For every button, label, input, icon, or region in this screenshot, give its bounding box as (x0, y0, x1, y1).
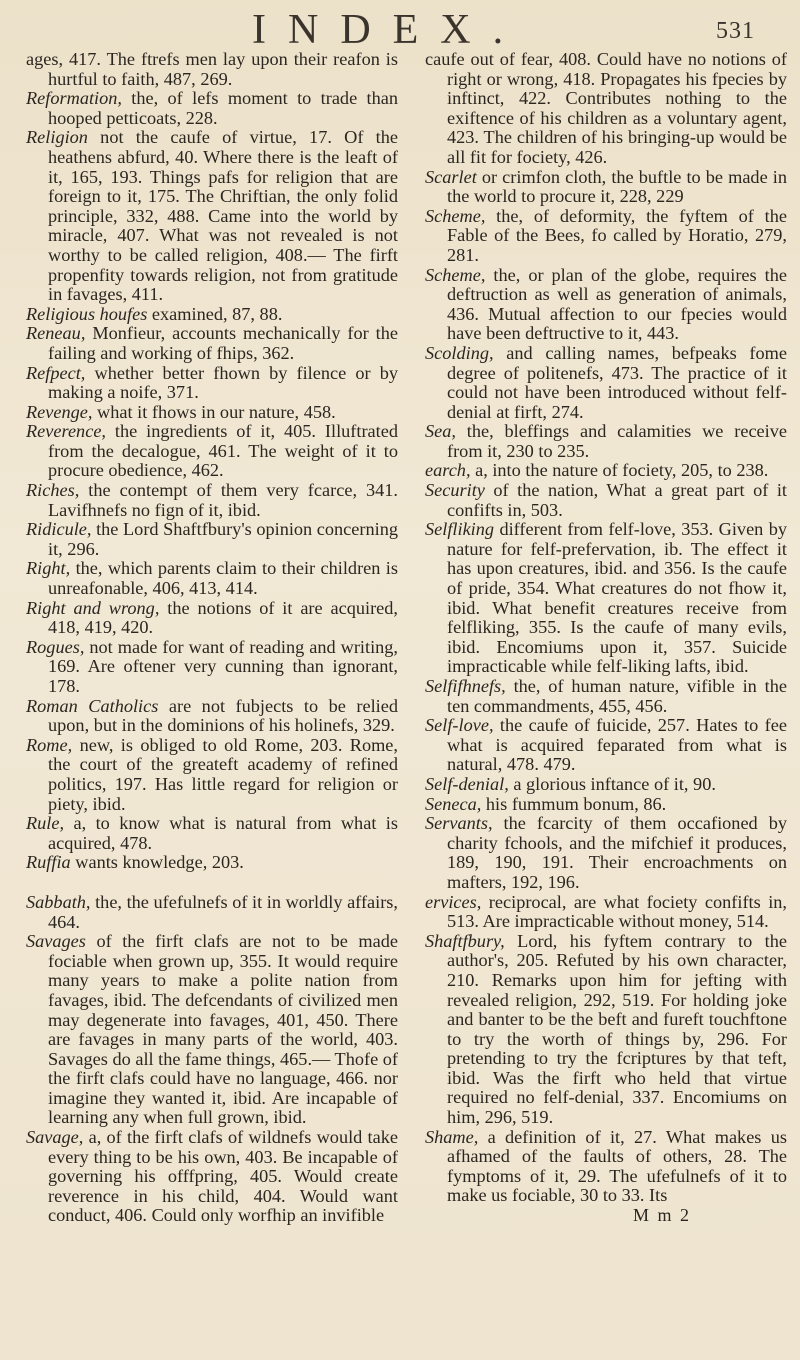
index-entry (425, 207, 787, 266)
section-gap (26, 873, 398, 893)
index-entry (425, 520, 787, 677)
index-entry (425, 893, 787, 932)
entry-text: what it fhows in our nature, 458. (92, 401, 336, 422)
entry-headword: Roman Catholics (26, 695, 159, 716)
index-entry (425, 716, 787, 775)
index-entry (26, 364, 398, 403)
entry-headword: Self-denial, (425, 773, 509, 794)
entry-headword: Savage, (26, 1127, 84, 1148)
entry-headword: Scolding, (425, 342, 494, 363)
index-entry (425, 168, 787, 207)
entry-text: whether better fhown by filence or by making a noife, 371. (48, 362, 398, 403)
entry-headword: Savages (26, 931, 86, 952)
index-entry (425, 775, 787, 795)
index-entry (26, 422, 398, 481)
entry-text: a, into the nature of fociety, 205, to 238. (470, 460, 769, 481)
entry-text: caufe out of fear, 408. Could have no notions of right or wrong, 418. Propagates his fpecies by inftinct, 422. Contributes nothing to the exiftence of his children as a voluntary agent, 423. The children of his bringing-up would be all fit for fociety, 426. (425, 49, 787, 167)
entry-text: examined, 87, 88. (147, 303, 283, 324)
entry-headword: Sabbath, (26, 891, 91, 912)
entry-text: not the caufe of virtue, 17. Of the heathens abfurd, 40. Where there is the leaft of it, 165, 193. Things pafs for religion that are foreign to it, 175. The Chriftian, the only folid principle, 332, 488. Came into the world by miracle, 407. What was not revealed is not worthy to be called religion, 408.— The firft propenfity towards religion, not from gratitude in favages, 411. (48, 127, 398, 305)
entry-text: wants knowledge, 203. (70, 852, 244, 873)
entry-headword: Ruffia (26, 852, 71, 873)
signature-mark: M m 2 (632, 1205, 691, 1226)
entry-headword: Revenge, (26, 401, 93, 422)
right-column (425, 50, 787, 1226)
index-entry (26, 89, 398, 128)
index-entry (26, 638, 398, 697)
index-entry (425, 50, 787, 168)
entry-headword: Self-love, (425, 715, 494, 736)
index-entry (26, 128, 398, 304)
entry-headword: Seneca, (425, 793, 482, 814)
entry-text: the fcarcity of them occafioned by charity fchools, and the mifchief it produces, 189, 190, 191. Their encroachments on mafters, 192, 196. (447, 813, 787, 892)
entry-text: the contempt of them very fcarce, 341. Lavifhnefs no fign of it, ibid. (48, 480, 398, 520)
index-entry (26, 50, 398, 89)
entry-headword: Selfifhnefs, (425, 676, 506, 696)
entry-headword: Reneau, (26, 323, 86, 344)
entry-headword: Reverence, (26, 421, 106, 442)
entry-text: Monfieur, accounts mechanically for the failing and working of fhips, 362. (48, 323, 398, 363)
index-entry (26, 520, 398, 559)
entry-text: or crimfon cloth, the buftle to be made in the world to procure it, 228, 229 (447, 166, 787, 207)
entry-text: the, the ufefulnefs of it in worldly affairs, 464. (48, 891, 398, 932)
entry-headword: Shame, (425, 1126, 479, 1147)
index-entry (26, 932, 398, 1128)
entry-text: not made for want of reading and writing, 169. Are oftener very cunning than ignorant, 178. (48, 636, 398, 696)
entry-text: the, of human nature, vifible in the ten commandments, 455, 456. (447, 676, 787, 716)
entry-text: of the nation, What a great part of it confifts in, 503. (447, 480, 787, 520)
entry-text: ages, 417. The ftrefs men lay upon their reafon is hurtful to faith, 487, 269. (26, 49, 398, 89)
index-entry (425, 344, 787, 422)
index-entry (26, 403, 398, 423)
entry-text: of the firft clafs are not to be made fociable when grown up, 355. It would require many years to make a polite nation from favages, ibid. The defcendants of civilized men may degenerate into favages, 401, 450. There are favages in many parts of the world, 403. Savages do all the fame things, 465.— Thofe of the firft clafs could have no language, 466. nor imagine they wanted it, ibid. Are incapable of learning any when full grown, ibid. (48, 931, 398, 1128)
index-entry (26, 481, 398, 520)
index-entry (26, 324, 398, 363)
entry-headword: Religion (26, 127, 88, 148)
entry-text: a, of the firft clafs of wildnefs would take every thing to be his own, 403. Be incapable of governing his offfpring, 405. Would create reverence in his child, 404. Would want conduct, 406. Could only worfhip an invifible (48, 1127, 398, 1226)
entry-headword: Right and wrong, (26, 597, 160, 618)
index-entry (26, 736, 398, 814)
entry-headword: Shaftfbury, (425, 930, 505, 951)
entry-headword: Riches, (26, 480, 80, 501)
entry-text: reciprocal, are what fociety confifts in, 513. Are impracticable without money, 514. (447, 891, 787, 932)
index-entry (425, 932, 787, 1128)
entry-text: his fummum bonum, 86. (481, 793, 667, 814)
entry-text: the, or plan of the globe, requires the deftruction as well as generation of animals, 436. Mutual affection to our fpecies would have been deftructive to it, 443. (447, 264, 787, 344)
entry-text: the, of deformity, the fyftem of the Fable of the Bees, fo called by Horatio, 279, 281. (447, 205, 787, 265)
index-entry (425, 481, 787, 520)
entry-text: a definition of it, 27. What makes us afhamed of the faults of others, 28. The fymptoms of it, 29. The ufefulnefs of it to make us fociable, 30 to 33. Its (447, 1126, 787, 1206)
entry-text: the, of lefs moment to trade than hooped petticoats, 228. (48, 88, 398, 128)
index-entry (26, 893, 398, 932)
page-number: 531 (716, 18, 755, 44)
index-entry (425, 266, 787, 344)
entry-headword: Rome, (26, 734, 73, 755)
entry-headword: Sea, (425, 421, 456, 442)
index-entry (425, 422, 787, 461)
left-column (26, 50, 398, 1226)
entry-text: a, to know what is natural from what is acquired, 478. (48, 813, 398, 853)
entry-headword: Scarlet (425, 166, 477, 187)
index-entry (425, 677, 787, 716)
index-entry (26, 559, 398, 598)
entry-text: are not fubjects to be relied upon, but in the dominions of his holinefs, 329. (48, 695, 398, 736)
index-entry (425, 795, 787, 815)
entry-headword: Security (425, 480, 485, 501)
entry-headword: Scheme, (425, 264, 486, 285)
index-entry (26, 697, 398, 736)
entry-text: new, is obliged to old Rome, 203. Rome, the court of the greateft academy of refined politics, 197. Has little regard for religion or piety, ibid. (48, 734, 398, 814)
page-title: INDEX. (252, 7, 526, 53)
index-entry (26, 599, 398, 638)
entry-text: the, bleffings and calamities we receive from it, 230 to 235. (447, 421, 787, 461)
entry-text: the Lord Shaftfbury's opinion concerning it, 296. (48, 519, 398, 559)
entry-headword: earch, (425, 460, 471, 481)
index-entry (26, 853, 398, 873)
index-entry (26, 305, 398, 325)
entry-headword: Rogues, (26, 636, 85, 657)
entry-text: different from felf-love, 353. Given by nature for felf-prefervation, ib. The effect it has upon creatures, ibid. and 356. Is the caufe of pride, 354. What creatures do not fhow it, ibid. What benefit creatures receive from felfliking, 355. Is the caufe of many evils, ibid. Encomiums upon it, 357. Suicide impracticable while felf-liking lafts, ibid. (447, 519, 787, 677)
entry-headword: Reformation, (26, 88, 122, 109)
entry-headword: Rule, (26, 813, 65, 834)
entry-headword: Selfliking (425, 519, 495, 540)
entry-headword: Ridicule, (26, 519, 92, 540)
entry-headword: Refpect, (26, 362, 86, 383)
entry-text: Lord, his fyftem contrary to the author's, 205. Refuted by his own character, 210. Remarks upon him for jefting with revealed religion, 292, 519. For holding joke and banter to be the beft and fureft touchftone to try the worth of things by, 296. For pretending to try the fcriptures by that teft, ibid. Was the firft who held that virtue required no felf-denial, 337. Encomiums on him, 296, 519. (447, 930, 787, 1128)
index-entry (425, 1128, 787, 1206)
entry-text: and calling names, befpeaks fome degree of politenefs, 473. The practice of it could not have been introduced without felf-denial at firft, 274. (447, 342, 787, 422)
index-entry (425, 814, 787, 892)
entry-headword: Scheme, (425, 205, 486, 226)
entry-text: a glorious inftance of it, 90. (508, 773, 716, 794)
entry-text: the notions of it are acquired, 418, 419, 420. (48, 597, 399, 638)
index-entry (26, 1128, 398, 1226)
entry-headword: Right, (26, 558, 71, 579)
index-entry (425, 461, 787, 481)
entry-text: the, which parents claim to their children is unreafonable, 406, 413, 414. (48, 558, 398, 599)
entry-text: the ingredients of it, 405. Illuftrated from the decalogue, 461. The weight of it to procure obedience, 462. (48, 421, 398, 481)
index-entry (26, 814, 398, 853)
entry-text: the caufe of fuicide, 257. Hates to fee what is acquired feparated from what is natural, 478. 479. (447, 715, 787, 775)
entry-headword: Servants, (425, 813, 493, 834)
entry-headword: ervices, (425, 891, 482, 912)
entry-headword: Religious houfes (26, 303, 148, 324)
